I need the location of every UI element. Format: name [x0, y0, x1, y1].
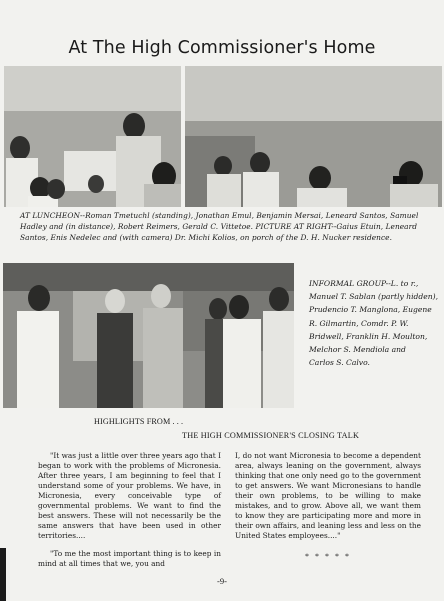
scan-edge-shadow — [0, 548, 6, 601]
caption-line: Manuel T. Sablan (partly hidden), — [309, 292, 439, 302]
caption-line: Melchor S. Mendiola and — [309, 345, 406, 355]
porch-photo — [185, 66, 442, 207]
luncheon-photo — [4, 66, 181, 207]
article-paragraph: "To me the most important thing is to keep in mind at all times that we, you and — [38, 549, 221, 569]
luncheon-caption: AT LUNCHEON--Roman Tmetuchl (standing), Jonathan Emul, Benjamin Mersai, Leneard Santos, Samuel Hadley and (in distance), Robert Reimers, Gerald C. Vittetoe. PICTURE AT RIGHT--Gaius Etuin, Leneard Santos, Enis Nedelec and (with camera) Dr. Michi Kolios, on porch of the D. H. Nucker residence. — [20, 211, 419, 242]
informal-group-caption — [309, 277, 444, 369]
caption-line: Bridwell, Franklin H. Moulton, — [309, 331, 428, 341]
informal-group-photo — [3, 263, 294, 408]
article-left-column — [38, 451, 221, 570]
article-kicker: HIGHLIGHTS FROM . . . — [94, 417, 184, 426]
caption-line: Prudencio T. Manglona, Eugene — [309, 305, 432, 315]
page-number: -9- — [217, 576, 227, 586]
caption-line: R. Gilmartin, Comdr. P. W. — [309, 318, 409, 328]
article-paragraph: I, do not want Micronesia to become a dependent area, always leaning on the government, always thinking that one only need go to the government to get answers. We want Micronesians to handle their own problems, to be willing to make mistakes, and to grow. Above all, we want them to know they are participating more and more in their own affairs, and leaning less and less on the United States employees...." — [235, 451, 421, 541]
page-title: At The High Commissioner's Home — [68, 38, 376, 58]
article-headline: THE HIGH COMMISSIONER'S CLOSING TALK — [182, 431, 360, 440]
caption-line: Carlos S. Calvo. — [309, 358, 370, 368]
caption-line: INFORMAL GROUP--L. to r., — [309, 279, 419, 288]
article-paragraph: "It was just a little over three years ago that I began to work with the problems of Micronesia. After three years, I am beginning to feel that I understand some of your problems. We have, in Micronesia, every conceivable type of governmental problems. We want to find the best answers. These will not necessarily be the same answers that have been used in other territories.... — [38, 451, 221, 541]
article-right-column — [235, 451, 421, 541]
end-ornament: * * * * * — [305, 552, 351, 561]
